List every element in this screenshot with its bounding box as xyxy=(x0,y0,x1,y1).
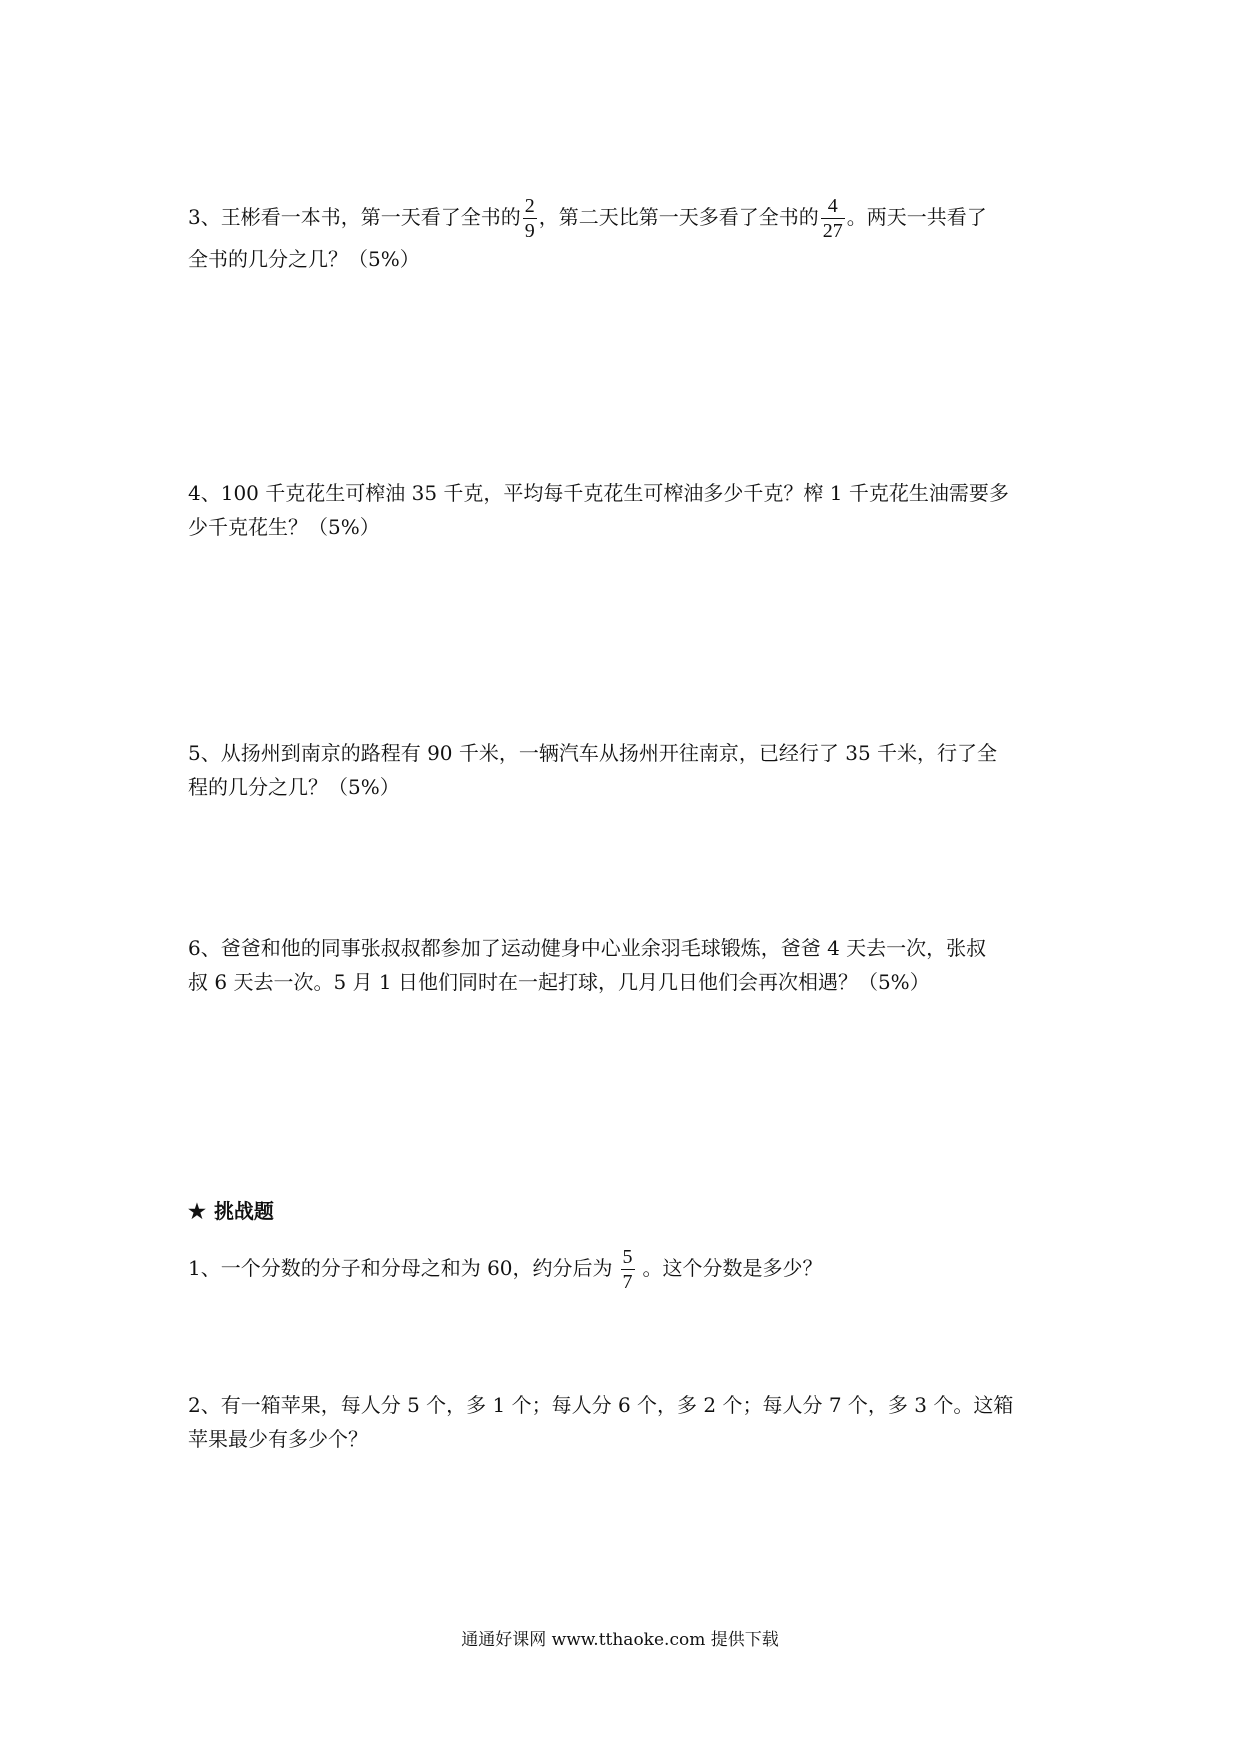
fraction-denominator: 27 xyxy=(822,220,843,242)
fraction-numerator: 2 xyxy=(524,195,535,217)
problem-3-text-a: 3、王彬看一本书，第一天看了全书的 xyxy=(188,205,521,229)
fraction-numerator: 5 xyxy=(622,1246,633,1268)
problem-5-line-2: 程的几分之几？（5%） xyxy=(188,775,400,799)
problem-3-text-c: 。两天一共看了 xyxy=(846,205,987,229)
problem-6-line-1: 6、爸爸和他的同事张叔叔都参加了运动健身中心业余羽毛球锻炼，爸爸 4 天去一次，张叔 xyxy=(188,936,987,960)
problem-6-line-2: 叔 6 天去一次。5 月 1 日他们同时在一起打球，几月几日他们会再次相遇？（5%） xyxy=(188,970,930,994)
fraction-5-7 xyxy=(621,1247,635,1292)
fraction-denominator: 7 xyxy=(622,1271,633,1293)
problem-4-line-1: 4、100 千克花生可榨油 35 千克，平均每千克花生可榨油多少千克？榨 1 千克花生油需要多 xyxy=(188,481,1009,505)
fraction-2-9 xyxy=(523,196,537,241)
problem-4-line-2: 少千克花生？（5%） xyxy=(188,515,380,539)
challenge-q1-line xyxy=(188,1247,823,1292)
problem-3-line-1 xyxy=(188,196,987,241)
star-icon: ★ xyxy=(188,1199,206,1223)
fraction-denominator: 9 xyxy=(524,220,535,242)
problem-3-line-2: 全书的几分之几？（5%） xyxy=(188,247,420,271)
challenge-q1-text-b: 。这个分数是多少？ xyxy=(642,1256,823,1280)
challenge-heading xyxy=(188,1196,274,1226)
problem-3-text-b: ，第二天比第一天多看了全书的 xyxy=(538,205,819,229)
page-footer: 通通好课网 www.tthaoke.com 提供下载 xyxy=(461,1630,779,1650)
challenge-q2-line-1: 2、有一箱苹果，每人分 5 个，多 1 个；每人分 6 个，多 2 个；每人分 7 个，多 3 个。这箱 xyxy=(188,1393,1014,1417)
challenge-q1-text-a: 1、一个分数的分子和分母之和为 60，约分后为 xyxy=(188,1256,613,1280)
problem-5-line-1: 5、从扬州到南京的路程有 90 千米，一辆汽车从扬州开往南京，已经行了 35 千米，行了全 xyxy=(188,741,998,765)
fraction-4-27 xyxy=(821,196,845,241)
challenge-q2-line-2: 苹果最少有多少个？ xyxy=(188,1427,368,1451)
challenge-title: 挑战题 xyxy=(213,1199,274,1223)
fraction-numerator: 4 xyxy=(821,196,845,219)
